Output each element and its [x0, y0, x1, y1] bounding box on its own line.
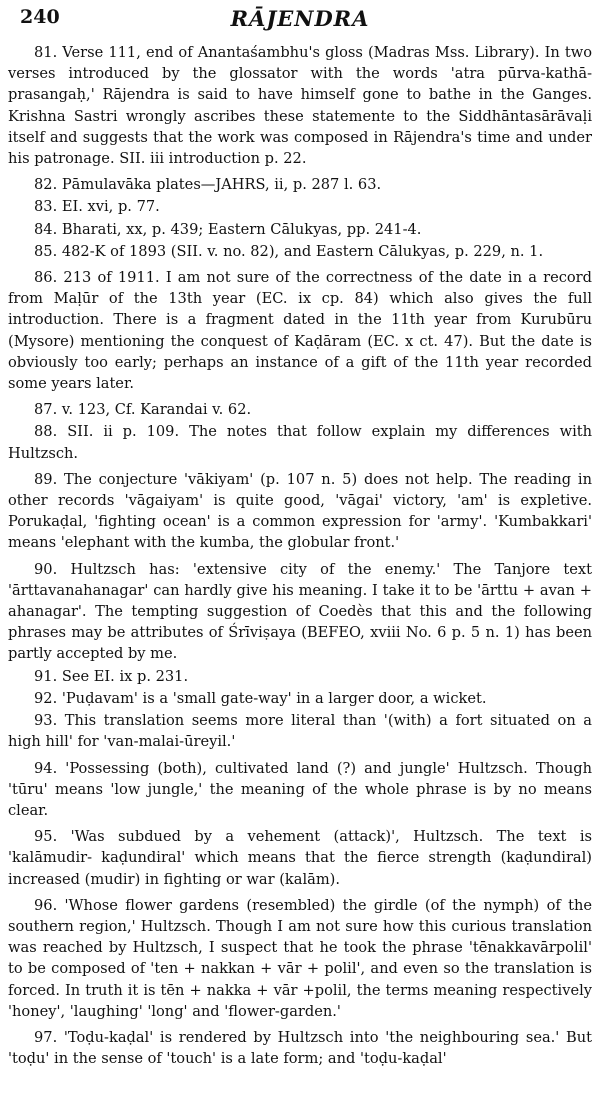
note-82: 82. Pāmulavāka plates—JAHRS, ii, p. 287 l. 63. — [34, 176, 382, 194]
note-83: 83. EI. xvi, p. 77. — [34, 198, 160, 216]
footnotes — [8, 42, 592, 1069]
note-89: 89. The conjecture 'vākiyam' (p. 107 n. 5) does not help. The reading in other records 'vāgaiyam' is quite good, 'vāgai' victory, 'am' is expletive. Porukaḍal, 'fighting ocean' is a common expression for 'army'. 'Kumbakkari' means 'elephant with the kumba, the globular front.' — [8, 470, 592, 552]
note-95: 95. 'Was subdued by a vehement (attack)', Hultzsch. The text is 'kalāmudir- kaḍundiral' which means that the fierce strength (kaḍundiral) increased (mudir) in fighting or war (kalām). — [8, 828, 592, 888]
note-87: 87. v. 123, Cf. Karandai v. 62. — [34, 401, 252, 419]
note-93: 93. This translation seems more literal than '(with) a fort situated on a high hill' for 'van-malai-ūreyil.' — [8, 712, 592, 751]
note-90: 90. Hultzsch has: 'extensive city of the enemy.' The Tanjore text 'ārttavanahanagar' can hardly give his meaning. I take it to be 'ārttu + avan + ahanagar'. The tempting suggestion of Coedès that this and the following phrases may be attributes of Śrīviṣaya (BEFEO, xviii No. 6 p. 5 n. 1) has been partly accepted by me. — [8, 560, 592, 663]
note-94: 94. 'Possessing (both), cultivated land (?) and jungle' Hultzsch. Though 'tūru' means 'low jungle,' the meaning of the whole phrase is by no means clear. — [8, 759, 592, 819]
note-97: 97. 'Toḍu-kaḍal' is rendered by Hultzsch into 'the neighbouring sea.' But 'toḍu' in the sense of 'touch' is a late form; and 'toḍu-kaḍal' — [8, 1028, 592, 1068]
note-81: 81. Verse 111, end of Anantaśambhu's gloss (Madras Mss. Library). In two verses introduced by the glossator with the words 'atra pūrva-kathā-prasangaḥ,' Rājendra is said to have himself gone to bathe in the Ganges. Krishna Sastri wrongly ascribes these statemente to the Siddhāntasārāvaḷi itself and suggests that the work was composed in Rājendra's time and under his patronage. SII. iii introduction p. 22. — [8, 44, 592, 168]
page-number: 240 — [20, 6, 60, 28]
note-96: 96. 'Whose flower gardens (resembled) the girdle (of the nymph) of the southern region,' Hultzsch. Though I am not sure how this curious translation was reached by Hultzsch, I suspect that he took the phrase 'tēnakkavārpolil' to be composed of 'ten + nakkan + vār + polil', and even so the translation is forced. In truth it is tēn + nakka + vār +polil, the terms meaning respectively 'honey', 'laughing' 'long' and 'flower-garden.' — [8, 896, 592, 1020]
note-91: 91. See EI. ix p. 231. — [34, 667, 189, 685]
note-84: 84. Bharati, xx, p. 439; Eastern Cālukyas, pp. 241-4. — [34, 220, 422, 238]
note-86: 86. 213 of 1911. I am not sure of the correctness of the date in a record from Maḷūr of the 13th year (EC. ix cp. 84) which also gives the full introduction. There is a fragment dated in the 11th year from Kurubūru (Mysore) mentioning the conquest of Kaḍāram (EC. x ct. 47). But the date is obviously too early; perhaps an instance of a gift of the 11th year recorded some years later. — [8, 269, 592, 393]
note-85: 85. 482-K of 1893 (SII. v. no. 82), and Eastern Cālukyas, p. 229, n. 1. — [34, 242, 544, 260]
note-92: 92. 'Puḍavam' is a 'small gate-way' in a larger door, a wicket. — [34, 689, 487, 707]
running-title: RĀJENDRA — [230, 6, 370, 31]
note-88: 88. SII. ii p. 109. The notes that follow explain my differences with Hultzsch. — [8, 423, 592, 462]
page-header — [8, 6, 592, 36]
